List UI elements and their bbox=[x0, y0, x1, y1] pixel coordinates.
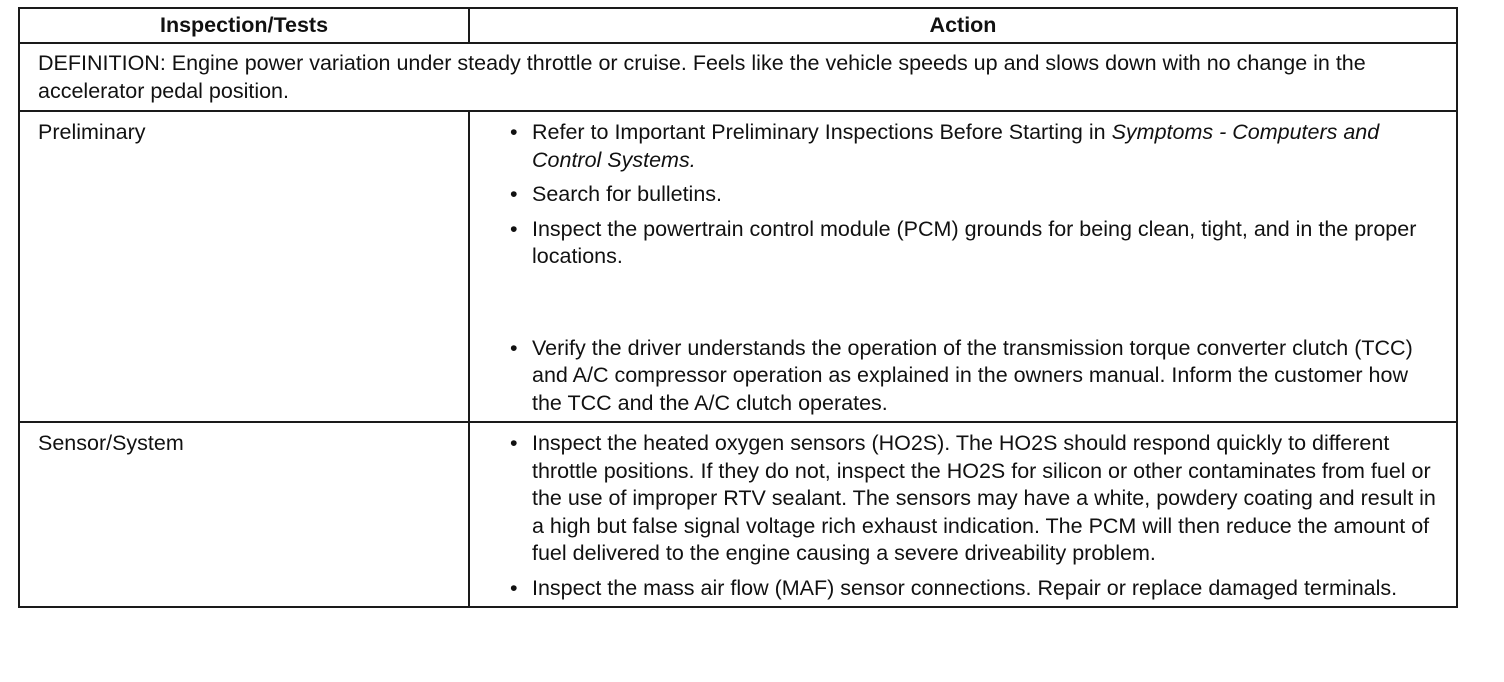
action-cell-sensor-system bbox=[469, 422, 1457, 607]
action-item bbox=[510, 430, 1438, 568]
action-list bbox=[510, 430, 1438, 602]
action-list bbox=[510, 119, 1438, 417]
action-text: Inspect the heated oxygen sensors (HO2S). The HO2S should respond quickly to different throttle positions. If they do not, inspect the HO2S for silicon or other contaminates from fuel or the use of improper RTV sealant. The sensors may have a white, powdery coating and result in a high but false signal voltage rich exhaust indication. The PCM will then reduce the amount of fuel delivered to the engine causing a severe driveability problem. bbox=[532, 431, 1436, 565]
action-item bbox=[510, 335, 1438, 418]
action-text: Inspect the mass air flow (MAF) sensor connections. Repair or replace damaged terminals. bbox=[532, 575, 1398, 600]
action-item bbox=[510, 119, 1438, 174]
action-text: Inspect the powertrain control module (PCM) grounds for being clean, tight, and in the proper locations. bbox=[532, 216, 1417, 268]
row-label-preliminary: Preliminary bbox=[19, 111, 469, 422]
action-item bbox=[510, 216, 1438, 271]
action-cell-preliminary bbox=[469, 111, 1457, 422]
action-reference: Symptoms - Computers and Control Systems. bbox=[532, 120, 1380, 172]
action-item bbox=[510, 575, 1438, 603]
row-label-sensor-system: Sensor/System bbox=[19, 422, 469, 607]
definition-text: DEFINITION: Engine power variation under steady throttle or cruise. Feels like the vehicle speeds up and slows down with no change in the accelerator pedal position. bbox=[19, 43, 1457, 111]
column-header-inspection-tests: Inspection/Tests bbox=[19, 8, 469, 43]
column-header-action: Action bbox=[469, 8, 1457, 43]
definition-row bbox=[19, 43, 1457, 111]
action-item bbox=[510, 181, 1438, 209]
header-row bbox=[19, 8, 1457, 43]
table-row-preliminary bbox=[19, 111, 1457, 422]
action-text: Verify the driver understands the operation of the transmission torque converter clutch (TCC) and A/C compressor operation as explained in the owners manual. Inform the customer how the TCC and the A/C clutch operates. bbox=[532, 335, 1413, 415]
diagnostic-table bbox=[18, 7, 1458, 608]
table-row-sensor-system bbox=[19, 422, 1457, 607]
action-text: Refer to Important Preliminary Inspections Before Starting in bbox=[532, 120, 1112, 144]
action-text: Search for bulletins. bbox=[532, 182, 723, 206]
